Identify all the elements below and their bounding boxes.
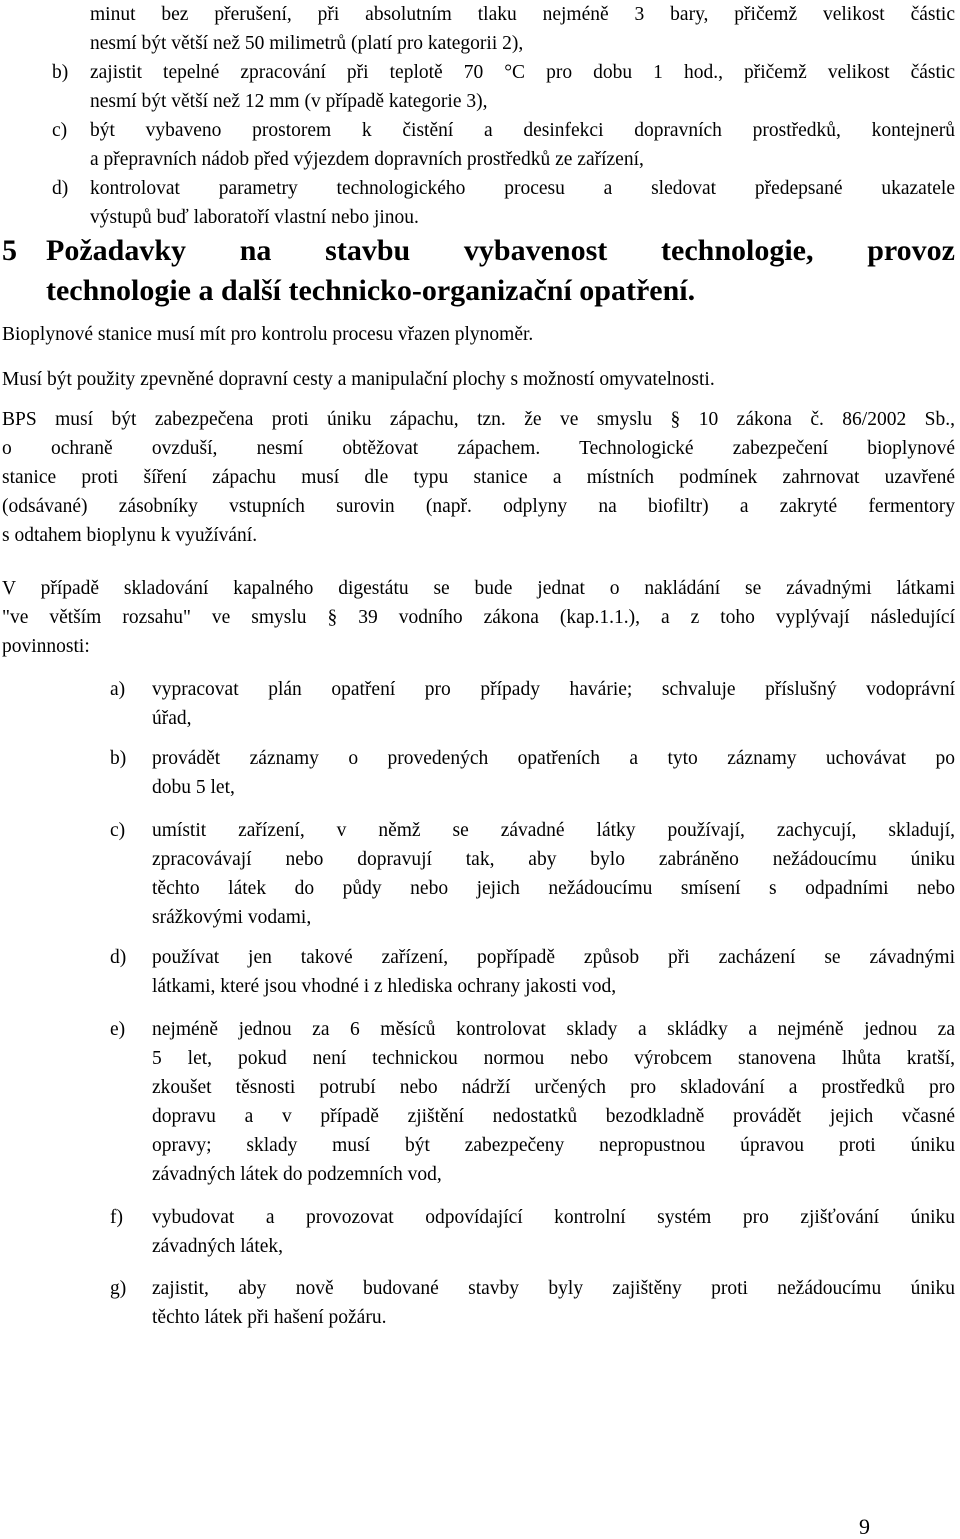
list-marker: a) — [110, 679, 126, 700]
text-line: a přepravních nádob před výjezdem dopravních prostředků ze zařízení, — [90, 149, 644, 170]
text-line: zkoušet těsnosti potrubí nebo nádrží určených pro skladování a prostředků pro — [152, 1077, 955, 1098]
text-line: srážkovými vodami, — [152, 907, 312, 928]
text-line: dopravu a v případě zjištění nedostatků bezodkladně provádět jejich včasné — [152, 1106, 955, 1127]
list-marker: c) — [52, 120, 68, 141]
text-line: závadných látek do podzemních vod, — [152, 1164, 442, 1185]
text-line: BPS musí být zabezpečena proti úniku zápachu, tzn. že ve smyslu § 10 zákona č. 86/2002 Sb., — [2, 409, 955, 430]
text-line: výstupů buď laboratoří vlastní nebo jinou. — [90, 207, 419, 228]
text-line: být vybaveno prostorem k čistění a desinfekci dopravních prostředků, kontejnerů — [90, 120, 955, 141]
text-line: závadných látek, — [152, 1236, 284, 1257]
text-line: Musí být použity zpevněné dopravní cesty a manipulační plochy s možností omyvatelnosti. — [2, 369, 715, 390]
list-marker: f) — [110, 1207, 123, 1228]
text-line: dobu 5 let, — [152, 777, 235, 798]
text-line: "ve větším rozsahu" ve smyslu § 39 vodního zákona (kap.1.1.), a z toho vyplývají následující — [2, 607, 955, 628]
list-marker: b) — [110, 748, 127, 769]
text-line: látkami, které jsou vhodné i z hlediska ochrany jakosti vod, — [152, 976, 617, 997]
text-line: nejméně jednou za 6 měsíců kontrolovat sklady a skládky a nejméně jednou za — [152, 1019, 955, 1040]
text-line: V případě skladování kapalného digestátu se bude jednat o nakládání se závadnými látkami — [2, 578, 955, 599]
text-line: 5 let, pokud není technickou normou nebo výrobcem stanovena lhůta kratší, — [152, 1048, 955, 1069]
list-marker: g) — [110, 1278, 127, 1299]
paragraph-roads — [2, 365, 955, 394]
text-line: opravy; sklady musí být zabezpečeny nepropustnou úpravou proti úniku — [152, 1135, 955, 1156]
text-line: nesmí být větší než 12 mm (v případě kategorie 3), — [90, 91, 488, 112]
text-line: provádět záznamy o provedených opatřeních a tyto záznamy uchovávat po — [152, 748, 955, 769]
paragraph-digestate — [2, 574, 955, 661]
page-number: 9 — [859, 1514, 870, 1539]
text-line: stanice proti šíření zápachu musí dle typu stanice a místních podmínek zahrnovat uzavřené — [2, 467, 955, 488]
text-line: umístit zařízení, v němž se závadné látky používají, zachycují, skladují, — [152, 820, 955, 841]
text-line: kontrolovat parametry technologického procesu a sledovat předepsané ukazatele — [90, 178, 955, 199]
text-line: vybudovat a provozovat odpovídající kontrolní systém pro zjišťování úniku — [152, 1207, 955, 1228]
paragraph-flowmeter — [2, 320, 955, 349]
text-line: (odsávané) zásobníky vstupních surovin (např. odplyny na biofiltr) a zakryté fermentory — [2, 496, 955, 517]
text-line: zpracovávají nebo dopravují tak, aby bylo zabráněno nežádoucímu úniku — [152, 849, 955, 870]
text-line: zajistit, aby nově budované stavby byly zajištěny proti nežádoucímu úniku — [152, 1278, 955, 1299]
section-number: 5 — [2, 234, 17, 267]
text-line: vypracovat plán opatření pro případy havárie; schvaluje příslušný vodoprávní — [152, 679, 955, 700]
text-line: minut bez přerušení, při absolutním tlaku nejméně 3 bary, přičemž velikost částic — [90, 4, 955, 25]
text-line: o ochraně ovzduší, nesmí obtěžovat zápachem. Technologické zabezpečení bioplynové — [2, 438, 955, 459]
text-line: úřad, — [152, 708, 192, 729]
text-line: Bioplynové stanice musí mít pro kontrolu procesu vřazen plynoměr. — [2, 324, 534, 345]
text-line: zajistit tepelné zpracování při teplotě 70 °C pro dobu 1 hod., přičemž velikost částic — [90, 62, 955, 83]
paragraph-odour — [2, 405, 955, 550]
text-line: nesmí být větší než 50 milimetrů (platí pro kategorii 2), — [90, 33, 524, 54]
section-title-line-2: technologie a další technicko-organizační opatření. — [46, 274, 696, 307]
list-marker: d) — [110, 947, 127, 968]
list-marker: e) — [110, 1019, 126, 1040]
text-line: povinnosti: — [2, 636, 90, 657]
text-line: těchto látek při hašení požáru. — [152, 1307, 387, 1328]
text-line: používat jen takové zařízení, popřípadě způsob při zacházení se závadnými — [152, 947, 955, 968]
text-line: těchto látek do půdy nebo jejich nežádoucímu smísení s odpadními nebo — [152, 878, 955, 899]
list-marker: b) — [52, 62, 69, 83]
section-title-line-1: Požadavky na stavbu vybavenost technologie, provoz — [46, 234, 955, 267]
list-marker: d) — [52, 178, 69, 199]
text-line: s odtahem bioplynu k využívání. — [2, 525, 258, 546]
list-marker: c) — [110, 820, 126, 841]
